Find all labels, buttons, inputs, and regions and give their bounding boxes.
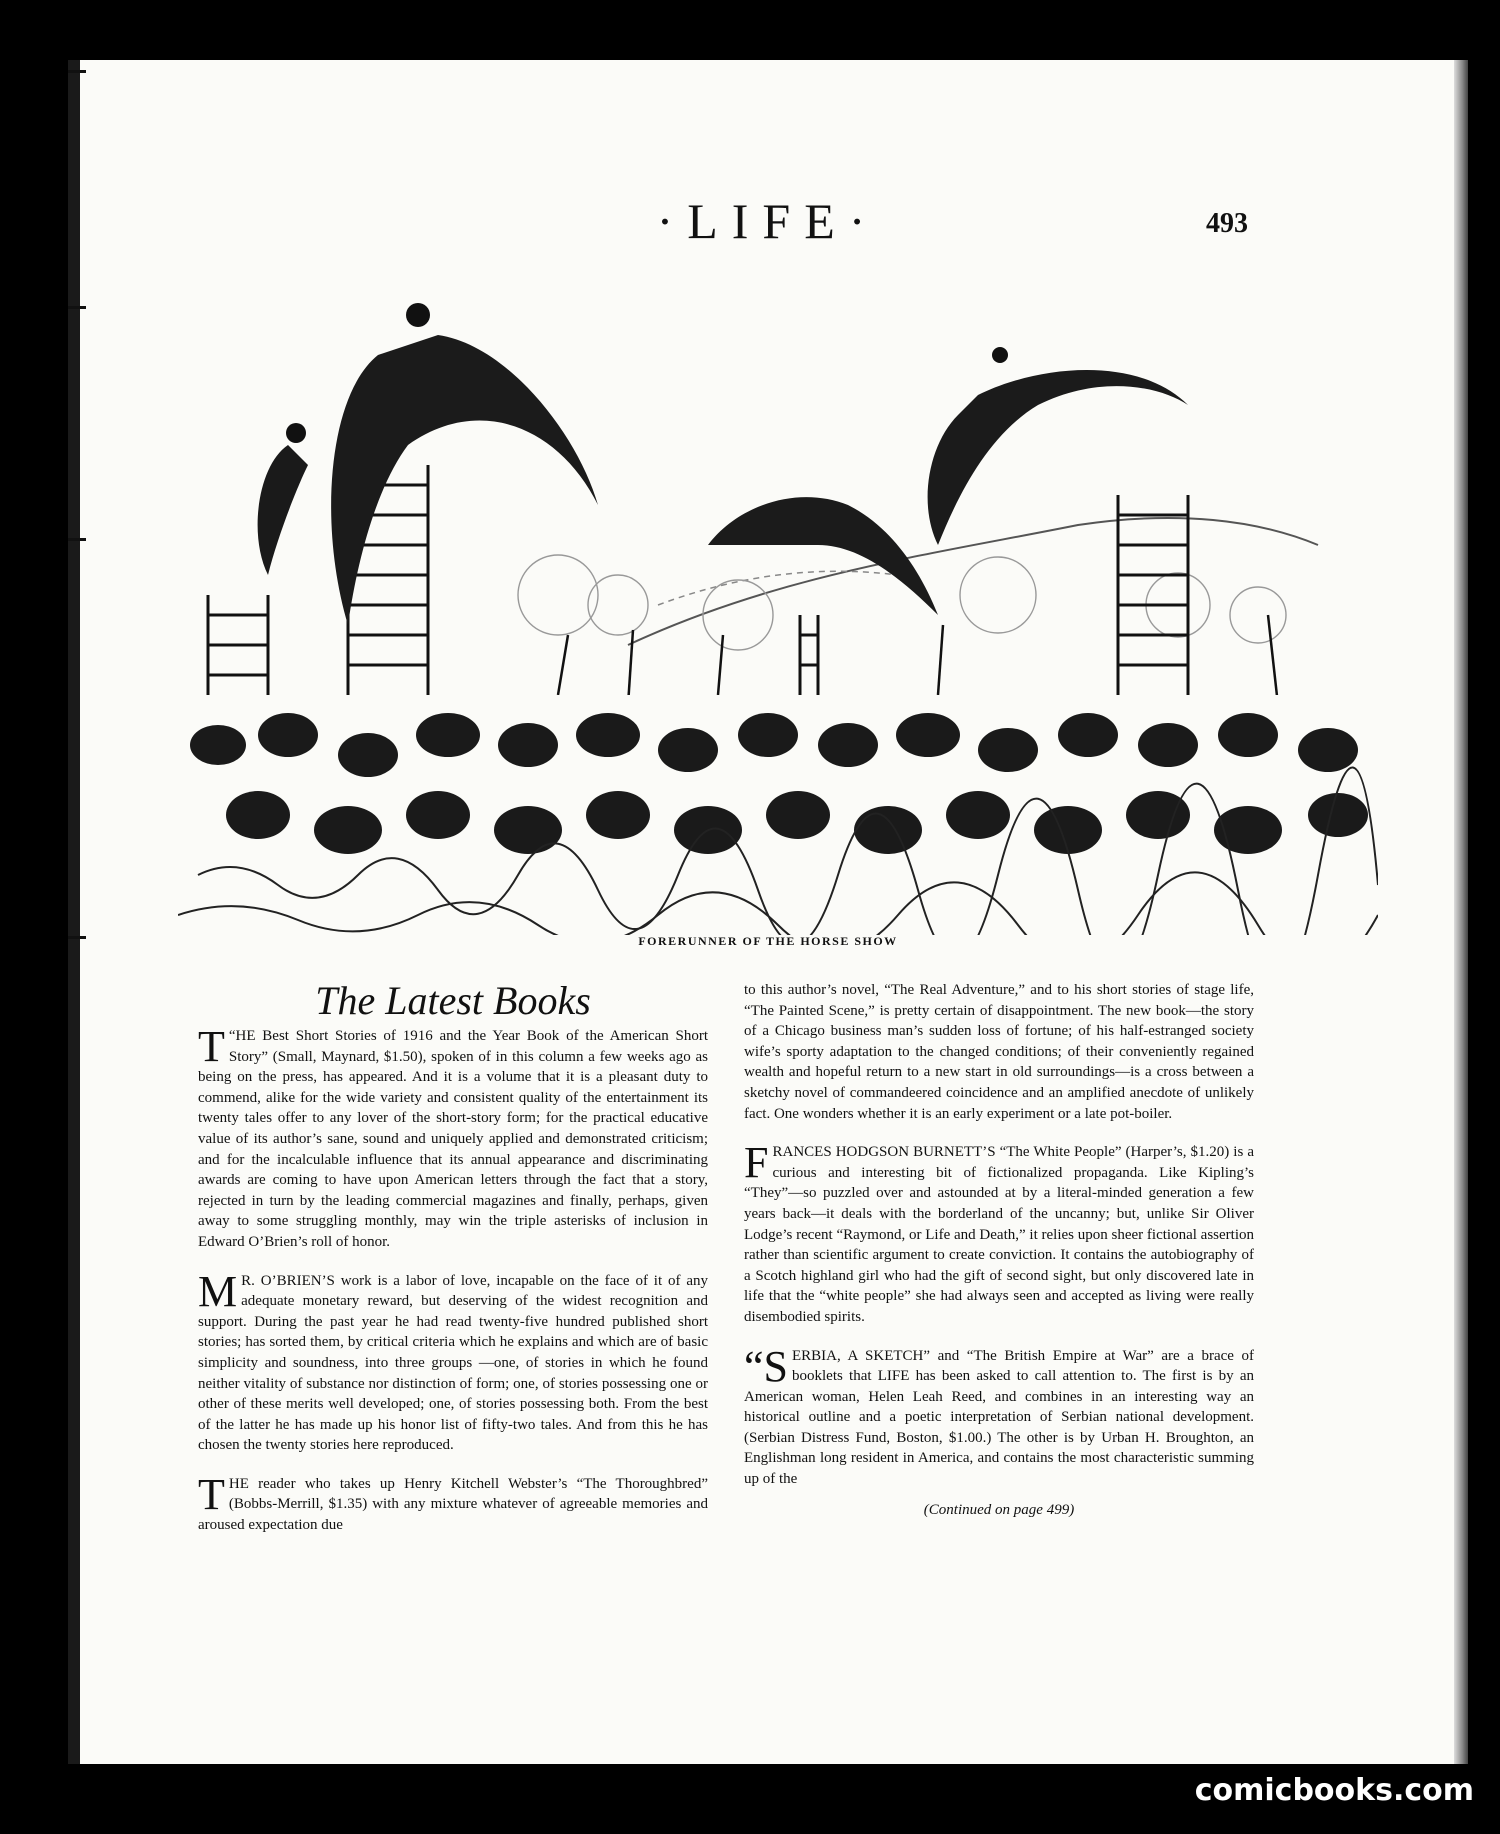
paragraph-text: to this author’s novel, “The Real Adventure,” and to his short stories of stage life, “The Painted Scene,” is pretty certain of disappointment. The new book—the story of a Chicago business man’s sudden loss of fortune; of his half-estranged society wife’s sporty adaptation to the changed conditions; of their conveniently regained wealth and hopeful return to a new start in old surroundings—is a cross between a sketchy novel of commandeered coincidence and an amplified anecdote of unlikely fact. One wonders whether it is an early experiment or a late pot-boiler. [744,982,1254,1122]
spine-tick [68,306,86,309]
magazine-page [68,60,1468,1764]
spine-tick [68,70,86,73]
paragraph-text: R. O’BRIEN’S work is a labor of love, incapable on the face of it of any adequate monetary reward, but deserving of the widest recognition and support. During the past year he had read twenty-five hundred published short stories; has sorted them, by critical criteria which he explains and which are of basic simplicity and soundness, into three groups —one, of stories in which he found neither vitality of substance nor distinction of form; one, of stories possessing one or other of these merits well developed; one, of stories possessing both. From the best of the latter he has made up his honor list of fifty-two tales. And from this he has chosen the twenty stories here reproduced. [198,1272,708,1454]
drop-cap: F [744,1138,769,1188]
masthead: ·LIFE· [656,193,880,249]
illustration-caption: FORERUNNER OF THE HORSE SHOW [638,934,898,948]
article-paragraph [744,1138,1254,1327]
article-paragraph [198,1022,708,1253]
article-headline: The Latest Books [315,978,591,1023]
article-column-right [744,980,1254,1520]
drop-cap: T [198,1469,225,1519]
paragraph-text: RANCES HODGSON BURNETT’S “The White People” (Harper’s, $1.20) is a curious and interesting bit of fictionalized propaganda. Like Kipling’s “They”—so puzzled over and astounded at by a literal-minded generation a few years back—it deals with the borderland of the uncanny; but, unlike Sir Oliver Lodge’s recent “Raymond, or Life and Death,” it relies upon sheer fictional assertion rather than scientific argument to create conviction. It contains the autobiography of a Scotch highland girl who had the gift of second sight, but only discovered late in life that the “white people” she had always seen and accepted as living were really disembodied spirits. [744,1144,1254,1325]
page-edge [1454,60,1468,1764]
page-number: 493 [1206,208,1248,239]
paragraph-text: “HE Best Short Stories of 1916 and the Year Book of the American Short Story” (Small, Maynard, $1.50), spoken of in this column a few weeks ago as being on the press, has appeared. And it is a volume that it is a pleasant duty to commend, alike for the wide variety and consistent quality of the entertainment its twenty tales offer to any lover of the short-story form; for the practical educative value of its author’s sane, sound and uniquely applied and demonstrated criticism; and for the incalculable influence that its annual appearance and discriminating awards are coming to have upon American letters through the fact that a story, rejected in turn by the leading commercial magazines and finally, perhaps, given away to some struggling monthly, may win the triple asterisks of inclusion in Edward O’Brien’s roll of honor. [198,1028,708,1250]
article-paragraph [198,1469,708,1536]
drop-cap: T [198,1022,225,1071]
paragraph-text: HE reader who takes up Henry Kitchell Webster’s “The Thoroughbred” (Bobbs-Merrill, $1.35) with any mixture whatever of agreeable memories and aroused expectation due [198,1475,708,1534]
article-paragraph [744,980,1254,1124]
watermark: comicbooks.com [1194,1773,1474,1808]
spine-tick [68,538,86,541]
page-spine [68,60,80,1764]
cartoon-illustration [178,275,1378,935]
article-column-left [198,980,708,1554]
continued-note: (Continued on page 499) [923,1501,1075,1518]
article-paragraph [744,1341,1254,1490]
drop-cap: “S [744,1341,788,1391]
drop-cap: M [198,1266,238,1316]
article-paragraph [198,1266,708,1456]
paragraph-text: ERBIA, A SKETCH” and “The British Empire at War” are a brace of booklets that LIFE has been asked to call attention to. The first is by an American woman, Helen Leah Reed, and combines in an interesting way an historical outline and a poetic interpretation of Serbian national development. (Serbian Distress Fund, Boston, $1.00.) The other is by Urban H. Broughton, an Englishman long resident in America, and contains the most characteristic summing up of the [744,1347,1254,1488]
